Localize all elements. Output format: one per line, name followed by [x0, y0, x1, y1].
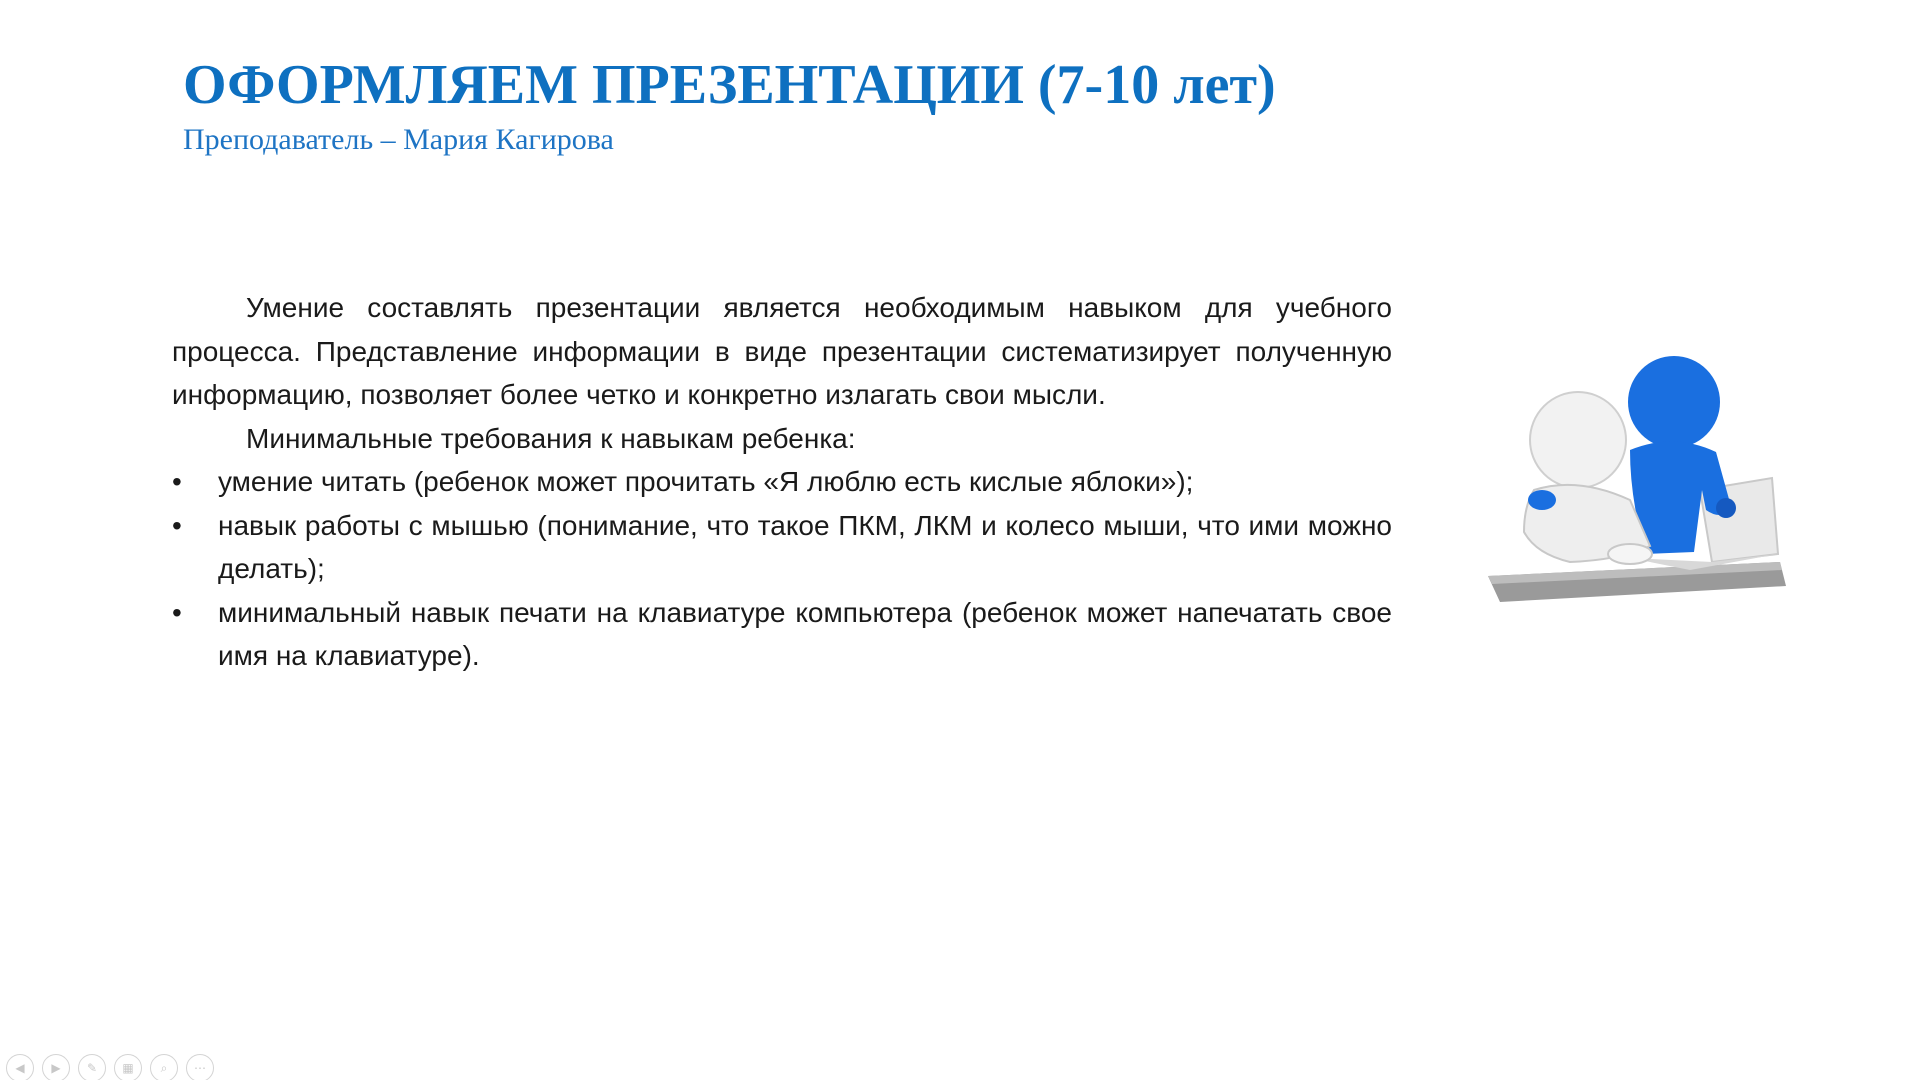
presentation-controls	[6, 1054, 214, 1080]
intro-paragraph: Умение составлять презентации является необходимым навыком для учебного процесса. Представление информации в виде презентации систематизирует полученную информацию, позволяет более четко и конкретно излагать свои мысли.	[172, 292, 1392, 410]
next-slide-button[interactable]: ▶	[42, 1054, 70, 1080]
blue-figure-head	[1628, 356, 1720, 448]
bullet-icon: •	[172, 596, 182, 628]
list-item-text: навык работы с мышью (понимание, что такое ПКМ, ЛКМ и колесо мыши, что ими можно делать);	[218, 509, 1392, 584]
requirements-heading: Минимальные требования к навыкам ребенка:	[246, 422, 856, 454]
slide-title: ОФОРМЛЯЕМ ПРЕЗЕНТАЦИИ (7-10 лет)	[183, 54, 1276, 116]
slide-subtitle: Преподаватель – Мария Кагирова	[183, 123, 614, 156]
blue-figure-shoulder-hand	[1528, 490, 1556, 510]
list-item-text: минимальный навык печати на клавиатуре компьютера (ребенок может напечатать свое имя на клавиатуре).	[218, 596, 1392, 671]
white-figure-head	[1530, 392, 1626, 488]
see-all-slides-button[interactable]: ▦	[114, 1054, 142, 1080]
pen-tool-button[interactable]: ✎	[78, 1054, 106, 1080]
zoom-button[interactable]: ⌕	[150, 1054, 178, 1080]
list-item-text: умение читать (ребенок может прочитать «Я люблю есть кислые яблоки»);	[218, 466, 1194, 497]
more-options-button[interactable]: ⋯	[186, 1054, 214, 1080]
bullet-icon: •	[172, 509, 182, 541]
list-item	[172, 591, 1392, 678]
bullet-icon: •	[172, 466, 182, 497]
blue-figure-hand	[1716, 498, 1736, 518]
requirements-list	[172, 460, 1392, 678]
people-at-laptop-illustration	[1480, 340, 1790, 620]
list-item	[172, 504, 1392, 591]
slide-body	[172, 286, 1392, 678]
previous-slide-button[interactable]: ◀	[6, 1054, 34, 1080]
white-figure-hand	[1608, 544, 1652, 564]
list-item	[172, 460, 1392, 504]
